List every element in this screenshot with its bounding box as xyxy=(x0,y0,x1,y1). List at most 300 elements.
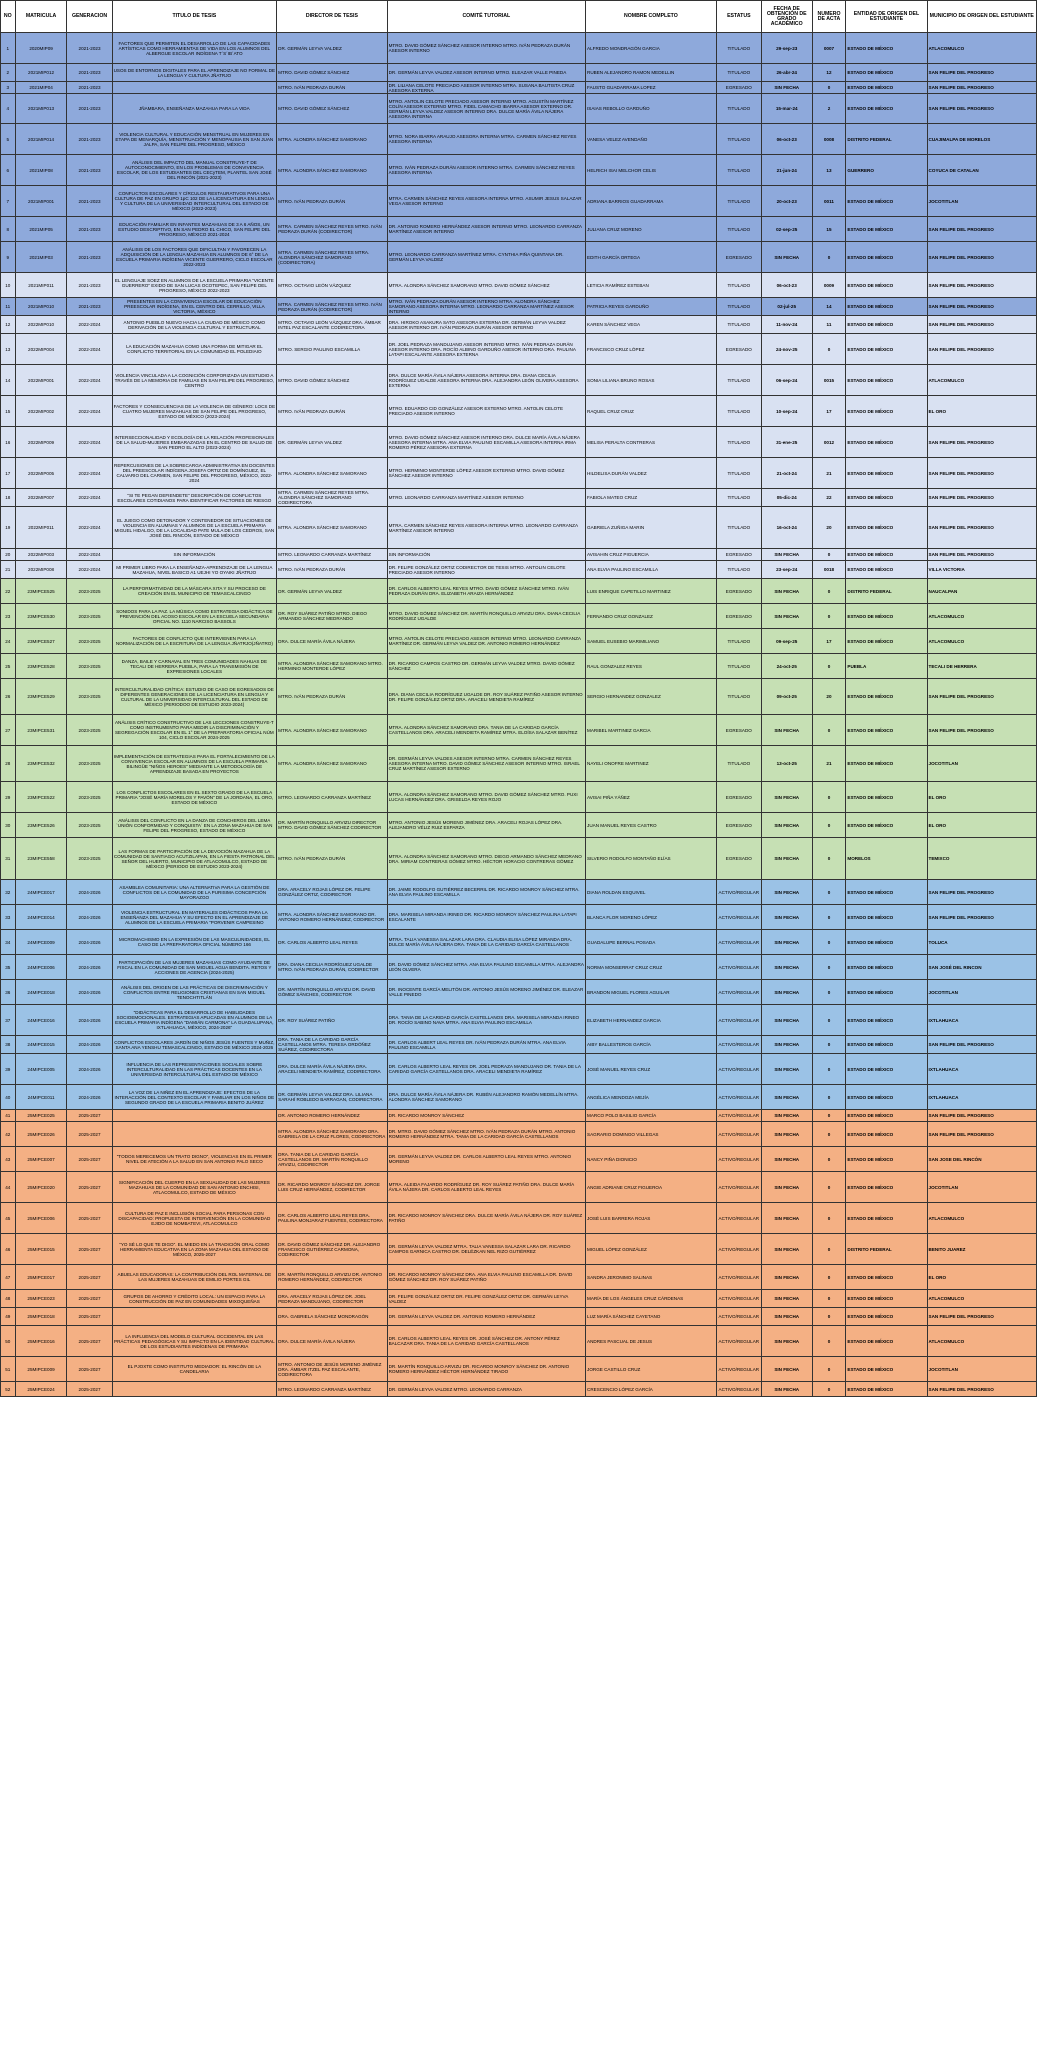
cell-matricula: 25MIPCE015 xyxy=(15,1234,67,1265)
cell-no: 13 xyxy=(1,334,16,365)
cell-no: 44 xyxy=(1,1172,16,1203)
cell-comite: DRA. DULCE MARÍA ÁVILA NÁJERA ASESORA INTERNA DRA. DIANA CECILIA RODRÍGUEZ UGALDE ASESORA INTERNA DRA. ALEJANDRA LEÓN OLIVERA ASESORA EXTERNA xyxy=(387,365,585,396)
cell-no: 51 xyxy=(1,1357,16,1382)
cell-nombre: LUZ MARÍA SÁNCHEZ CAYETANO xyxy=(586,1308,717,1326)
cell-fecha: 16-oct-24 xyxy=(761,507,812,549)
cell-titulo: "DIDÁCTICAS PARA EL DESARROLLO DE HABILIDADES SOCIOEMOCIONALES. ESTRATEGIAS APLICADAS EN ALUMNOS DE LA ESCUELA PRIMARIA INDÍGENA "DAMIÁN CARMONA" LA GUADALUPANA, IXTLAHUACA, MÉXICO, 2024-2026" xyxy=(112,1005,277,1036)
cell-municipio: SAN FELIPE DEL PROGRESO xyxy=(927,458,1036,489)
cell-generacion: 2021-2023 xyxy=(67,155,112,186)
cell-municipio: SAN FELIPE DEL PROGRESO xyxy=(927,905,1036,930)
cell-no: 4 xyxy=(1,94,16,124)
cell-titulo: VIOLENCIA VINCULADA A LA COGNICIÓN CORPORIZADA UN ESTUDIO A TRAVÉS DE LA MEMORIA DE FAMILIAS EN SAN FELIPE DEL PROGRESO, CENTRO xyxy=(112,365,277,396)
cell-comite: DR. JOEL PEDRAZA MANDUJANO ASESOR INTERNO MTRO. IVÁN PEDRAZA DURÁN ASESOR INTERNO DRA. ROCÍO ALBINO GARDUÑO ASESOR INTERNO DRA. PAULINA LATAPI ESCALANTE ASESORA EXTERNA xyxy=(387,334,585,365)
cell-matricula: 25MIPCE025 xyxy=(15,1110,67,1122)
cell-generacion: 2023-2025 xyxy=(67,629,112,654)
cell-titulo: VIOLENCIA ESTRUCTURAL EN MATERIALES DIDÁCTICOS PARA LA ENSEÑANZA DEL MAZAHUA Y SU EFECTO EN EL APRENDIZAJE DE ALUMNOS DE LA ESCUELA PRIMARIA "PORVENIR CAMPESINO xyxy=(112,905,277,930)
cell-generacion: 2023-2025 xyxy=(67,838,112,880)
cell-acta: 13 xyxy=(812,155,846,186)
cell-director: MTRO. OCTAVIO LEÓN VÁZQUEZ DRA. ÁMBAR INTEL PAZ ESCALANTE CODIRECTORA xyxy=(277,316,387,334)
cell-titulo: EDUCACIÓN FAMILIAR EN INFANTES MAZAHUAS DE 3 A 6 AÑOS, UN ESTUDIO DESCRIPTIVO, EN SAN PEDRO EL CHICO, SAN FELIPE DEL PROGRESO, MÉXICO 2021-2024 xyxy=(112,217,277,242)
cell-municipio: SAN FELIPE DEL PROGRESO xyxy=(927,1122,1036,1147)
cell-no: 5 xyxy=(1,124,16,155)
cell-municipio: EL ORO xyxy=(927,813,1036,838)
table-row xyxy=(1,365,1037,396)
cell-matricula: 2022MIP003 xyxy=(15,549,67,561)
cell-titulo: FACTORES DE CONFLICTO QUE INTERVIENEN PARA LA NORMALIZACIÓN DE LA ESCRITURA DE LA LENGUA JÑATRJO(JÑATRO) xyxy=(112,629,277,654)
cell-no: 1 xyxy=(1,33,16,64)
cell-entidad: ESTADO DE MÉXICO xyxy=(846,1265,927,1290)
cell-no: 28 xyxy=(1,746,16,782)
cell-nombre: JULIANA CRUZ MORENO xyxy=(586,217,717,242)
table-row xyxy=(1,1110,1037,1122)
cell-matricula: 25MIPCE017 xyxy=(15,1265,67,1290)
cell-nombre: DIANA ROLDAN ESQUIVEL xyxy=(586,880,717,905)
cell-municipio: VILLA VICTORIA xyxy=(927,561,1036,579)
cell-nombre: EDITH GARCÍA ORTEGA xyxy=(586,242,717,273)
cell-acta: 0 xyxy=(812,930,846,955)
cell-entidad: ESTADO DE MÉXICO xyxy=(846,1308,927,1326)
cell-no: 43 xyxy=(1,1147,16,1172)
cell-matricula: 2021MIP012 xyxy=(15,64,67,82)
cell-director: DRA. DULCE MARÍA ÁVILA NÁJERA xyxy=(277,629,387,654)
cell-director: MTRO. LEONARDO CARRANZA MARTÍNEZ xyxy=(277,1382,387,1397)
cell-generacion: 2022-2024 xyxy=(67,458,112,489)
cell-director: MTRA. ALONDRA SÁNCHEZ SAMORANO xyxy=(277,507,387,549)
cell-estatus: TITULADO xyxy=(716,489,761,507)
cell-entidad: ESTADO DE MÉXICO xyxy=(846,489,927,507)
cell-fecha: SIN FECHA xyxy=(761,1234,812,1265)
cell-generacion: 2024-2026 xyxy=(67,930,112,955)
cell-fecha: SIN FECHA xyxy=(761,930,812,955)
cell-acta: 14 xyxy=(812,298,846,316)
cell-municipio: SAN FELIPE DEL PROGRESO xyxy=(927,273,1036,298)
cell-comite: MTRO. DAVID GÓMEZ SÁNCHEZ ASESOR INTERNO MTRO. IVÁN PEDRAZA DURÁN ASESOR INTERNO xyxy=(387,33,585,64)
col-header-comite: COMITÉ TUTORIAL xyxy=(387,1,585,33)
cell-acta: 2 xyxy=(812,94,846,124)
cell-matricula: 24MIPCE014 xyxy=(15,905,67,930)
table-row xyxy=(1,1308,1037,1326)
cell-fecha: 02-sep-25 xyxy=(761,217,812,242)
cell-nombre: JOSÉ MANUEL REYES CRUZ xyxy=(586,1054,717,1085)
cell-municipio: SAN FELIPE DEL PROGRESO xyxy=(927,82,1036,94)
col-header-acta: NUMERO DE ACTA xyxy=(812,1,846,33)
cell-comite: SIN INFORMACIÓN xyxy=(387,549,585,561)
cell-generacion: 2022-2024 xyxy=(67,365,112,396)
cell-comite: MTRO. IVÁN PEDRAZA DURÁN ASESOR INTERNO MTRA. ALONDRA SÁNCHEZ SAMORANO ASESORA INTERNA MTRO. LEONARDO CARRANZA MARTÍNEZ ASESOR INTERNO xyxy=(387,298,585,316)
cell-estatus: TITULADO xyxy=(716,33,761,64)
cell-matricula: 25MIPCE016 xyxy=(15,1326,67,1357)
cell-matricula: 2022MIP001 xyxy=(15,365,67,396)
cell-director: DR. GERMÁN LEYVA VALDEZ xyxy=(277,427,387,458)
cell-matricula: 24MIPCE005 xyxy=(15,1054,67,1085)
cell-generacion: 2021-2023 xyxy=(67,64,112,82)
cell-fecha: SIN FECHA xyxy=(761,1357,812,1382)
cell-director: MTRO. IVÁN PEDRAZA DURÁN xyxy=(277,679,387,715)
cell-titulo: SIGNIFICACIÓN DEL CUERPO EN LA SEXUALIDAD DE LAS MUJERES MAZAHUAS DE LA COMUNIDAD DE SAN ANTONIO ENCHISI, ATLACOMULCO, ESTADO DE MÉXICO xyxy=(112,1172,277,1203)
cell-nombre: HELRICH ISAI MELCHOR CELIS xyxy=(586,155,717,186)
cell-titulo: VIOLENCIA CULTURAL Y EDUCACIÓN MENSTRUAL EN MUJERES EN ETAPA DE MENARQUÍA, MENSTRUACIÓN Y MENOPAUSIA EN SAN JUAN JALPA, SAN FELIPE DEL PROGRESO, MÉXICO xyxy=(112,124,277,155)
cell-generacion: 2021-2023 xyxy=(67,298,112,316)
cell-titulo: EL PJOXTE COMO INSTITUTO MEDIADOR: EL RINCÓN DE LA CANDELARIA xyxy=(112,1357,277,1382)
cell-generacion: 2023-2025 xyxy=(67,654,112,679)
cell-titulo xyxy=(112,1308,277,1326)
cell-generacion: 2021-2023 xyxy=(67,124,112,155)
table-row xyxy=(1,880,1037,905)
cell-municipio: EL ORO xyxy=(927,782,1036,813)
cell-estatus: ACTIVO/REGULAR xyxy=(716,1234,761,1265)
cell-estatus: EGRESADO xyxy=(716,549,761,561)
cell-nombre: RUBEN ALEJANDRO RAMON MEDELLIN xyxy=(586,64,717,82)
cell-comite: DR. GERMÁN LEYVA VALDEZ MTRA. TALIA VANESSA SALAZAR LARA DR. RICARDO CAMPOS GARNICA CASTRO DR. DELÉZKAN NEL RIZO GUTIÉRREZ xyxy=(387,1234,585,1265)
cell-nombre: SILVERIO RODOLFO MONTAÑO ELÍAS xyxy=(586,838,717,880)
cell-fecha: 05-dic-24 xyxy=(761,489,812,507)
cell-director: MTRO. DAVID GÓMEZ SÁNCHEZ xyxy=(277,64,387,82)
cell-acta: 12 xyxy=(812,64,846,82)
cell-fecha: SIN FECHA xyxy=(761,1265,812,1290)
table-row xyxy=(1,679,1037,715)
cell-titulo: MICROMACHISMO EN LA EXPRESIÓN DE LAS MASCULINIDADES, EL CASO DE LA PREPARATORIA OFICIAL NÚMERO 166 xyxy=(112,930,277,955)
cell-no: 45 xyxy=(1,1203,16,1234)
cell-entidad: ESTADO DE MÉXICO xyxy=(846,782,927,813)
cell-estatus: ACTIVO/REGULAR xyxy=(716,1036,761,1054)
cell-acta: 20 xyxy=(812,507,846,549)
cell-generacion: 2025-2027 xyxy=(67,1203,112,1234)
cell-fecha: 13-oct-25 xyxy=(761,746,812,782)
cell-matricula: 2022MIP004 xyxy=(15,334,67,365)
cell-acta: 0 xyxy=(812,813,846,838)
cell-estatus: ACTIVO/REGULAR xyxy=(716,930,761,955)
cell-comite: MTRA. ALEIDA FAJARDO RODRÍGUEZ DR. ROY SUÁREZ PATIÑO DRA. DULCE MARÍA ÁVILA NÁJERA DR. CARLOS ALBERTO LEAL REYES xyxy=(387,1172,585,1203)
cell-comite: MTRO. EDUARDO CID GONZÁLEZ ASESOR EXTERNO MTRO. ANTOLIN CELOTE PRECIADO ASESOR INTERNO xyxy=(387,396,585,427)
cell-nombre: FERNANDO CRUZ GONZALEZ xyxy=(586,604,717,629)
cell-matricula: 2021MIP03 xyxy=(15,242,67,273)
cell-director: MTRO. IVÁN PEDRAZA DURÁN xyxy=(277,82,387,94)
cell-entidad: ESTADO DE MÉXICO xyxy=(846,273,927,298)
cell-comite: DR. JAIME RODOLFO GUTIÉRREZ BECERRIL DR. RICARDO MONROY SÁNCHEZ MTRA. ANA ELVIA PAULINO ESCAMILLA xyxy=(387,880,585,905)
cell-estatus: ACTIVO/REGULAR xyxy=(716,1005,761,1036)
cell-director: MTRO. ANTONIO DE JESÚS MORENO JIMÉNEZ DRA. ÁMBAR ITZEL PAZ ESCALANTE, CODIRECTORA xyxy=(277,1357,387,1382)
cell-generacion: 2024-2026 xyxy=(67,955,112,980)
table-row xyxy=(1,242,1037,273)
cell-titulo: LA PERFORMATIVIDAD DE LA MÁSCARA XITA Y SU PROCESO DE CREACIÓN EN EL MUNICIPIO DE TEMASCALCINGO xyxy=(112,579,277,604)
cell-matricula: 2022MIP011 xyxy=(15,507,67,549)
cell-entidad: DISTRITO FEDERAL xyxy=(846,579,927,604)
cell-municipio: TECALI DE HERRERA xyxy=(927,654,1036,679)
col-header-titulo: TITULO DE TESIS xyxy=(112,1,277,33)
cell-entidad: ESTADO DE MÉXICO xyxy=(846,1085,927,1110)
table-row xyxy=(1,217,1037,242)
cell-acta: 0009 xyxy=(812,273,846,298)
cell-generacion: 2024-2026 xyxy=(67,1005,112,1036)
cell-generacion: 2024-2026 xyxy=(67,905,112,930)
table-row xyxy=(1,1326,1037,1357)
cell-municipio: SAN FELIPE DEL PROGRESO xyxy=(927,1308,1036,1326)
cell-matricula: 23MIPCE532 xyxy=(15,746,67,782)
cell-titulo: GRUPOS DE AHORRO Y CRÉDITO LOCAL: UN ESPACIO PARA LA CONSTRUCCIÓN DE PAZ EN COMUNIDADES MIXOQUEÑAS xyxy=(112,1290,277,1308)
cell-nombre: ANA ELVIA PAULINO ESCAMILLA xyxy=(586,561,717,579)
cell-no: 26 xyxy=(1,679,16,715)
cell-entidad: ESTADO DE MÉXICO xyxy=(846,604,927,629)
cell-nombre: GUADALUPE BERNAL POSADA xyxy=(586,930,717,955)
cell-generacion: 2024-2026 xyxy=(67,1036,112,1054)
cell-director: DR. RICARDO MONROY SÁNCHEZ DR. JORGE LUIS CRUZ HERNÁNDEZ, CODIRECTOR xyxy=(277,1172,387,1203)
cell-no: 31 xyxy=(1,838,16,880)
table-row xyxy=(1,813,1037,838)
cell-generacion: 2025-2027 xyxy=(67,1326,112,1357)
cell-acta: 0 xyxy=(812,1172,846,1203)
cell-municipio: IXTLAHUACA xyxy=(927,1085,1036,1110)
cell-nombre: ISAIAS REBOLLO GARDUÑO xyxy=(586,94,717,124)
cell-matricula: 2022MIP002 xyxy=(15,396,67,427)
cell-acta: 0008 xyxy=(812,124,846,155)
cell-director: MTRO. IVÁN PEDRAZA DURÁN xyxy=(277,561,387,579)
cell-no: 50 xyxy=(1,1326,16,1357)
cell-municipio: IXTLAHUACA xyxy=(927,1054,1036,1085)
cell-nombre: MIGUEL LÓPEZ GONZÁLEZ xyxy=(586,1234,717,1265)
cell-entidad: ESTADO DE MÉXICO xyxy=(846,980,927,1005)
cell-estatus: ACTIVO/REGULAR xyxy=(716,1308,761,1326)
cell-entidad: DISTRITO FEDERAL xyxy=(846,124,927,155)
cell-generacion: 2022-2024 xyxy=(67,334,112,365)
cell-acta: 0 xyxy=(812,1085,846,1110)
cell-municipio: SAN FELIPE DEL PROGRESO xyxy=(927,549,1036,561)
cell-director: MTRO. LEONARDO CARRANZA MARTÍNEZ xyxy=(277,549,387,561)
cell-matricula: 24MIPCE011 xyxy=(15,1085,67,1110)
cell-no: 22 xyxy=(1,579,16,604)
cell-nombre: JUAN MANUEL REYES CASTRO xyxy=(586,813,717,838)
cell-acta: 0 xyxy=(812,1326,846,1357)
cell-fecha: SIN FECHA xyxy=(761,579,812,604)
cell-comite: DR. GERMÁN LEYVA VALDEZ DR. ANTONIO ROMERO HERNÁNDEZ xyxy=(387,1308,585,1326)
cell-entidad: ESTADO DE MÉXICO xyxy=(846,561,927,579)
cell-acta: 0 xyxy=(812,242,846,273)
cell-estatus: TITULADO xyxy=(716,427,761,458)
cell-fecha: 11-nov-24 xyxy=(761,316,812,334)
cell-acta: 0 xyxy=(812,1382,846,1397)
cell-entidad: ESTADO DE MÉXICO xyxy=(846,507,927,549)
cell-titulo: INFLUENCIA DE LAS REPRESENTACIONES SOCIALES SOBRE INTERCULTURALIDAD EN LAS PRÁCTICAS DOCENTES EN LA UNIVERSIDAD INTERCULTURAL DEL ESTADO DE MÉXICO xyxy=(112,1054,277,1085)
cell-nombre: ANDRES PASCUAL DE JESUS xyxy=(586,1326,717,1357)
cell-entidad: MORELOS xyxy=(846,838,927,880)
table-row xyxy=(1,980,1037,1005)
cell-fecha: SIN FECHA xyxy=(761,1122,812,1147)
cell-no: 39 xyxy=(1,1054,16,1085)
cell-matricula: 23MIPCE558 xyxy=(15,838,67,880)
cell-titulo: PARTICIPACIÓN DE LAS MUJERES MAZAHUAS COMO AYUDANTE DE FISCAL EN LA COMUNIDAD DE SAN MIGUEL AGUA BENDITA. RETOS Y ACCIONES DE AGENCIA (2024-2025) xyxy=(112,955,277,980)
cell-titulo: INTERCULTURALIDAD CRÍTICA: ESTUDIO DE CASO DE EGRESADOS DE DIFERENTES GENERACIONES DE LA LICENCIATURA EN LENGUA Y CULTURAL DE LA UNIVERSIDAD INTERCULTURAL DEL ESTADO DE MÉXICO (PERIODOO DE ESTUDIO 2023-2024) xyxy=(112,679,277,715)
cell-fecha: SIN FECHA xyxy=(761,1005,812,1036)
cell-nombre: FRANCISCO CRUZ LÓPEZ xyxy=(586,334,717,365)
cell-fecha: SIN FECHA xyxy=(761,1290,812,1308)
cell-nombre: ANGIE ADRIANE CRUZ FIGUEROA xyxy=(586,1172,717,1203)
cell-fecha: SIN FECHA xyxy=(761,1326,812,1357)
cell-fecha: 06-sep-24 xyxy=(761,365,812,396)
cell-estatus: TITULADO xyxy=(716,298,761,316)
cell-acta: 0 xyxy=(812,334,846,365)
cell-entidad: PUEBLA xyxy=(846,654,927,679)
table-row xyxy=(1,458,1037,489)
cell-acta: 0 xyxy=(812,782,846,813)
cell-fecha: 29-sep-23 xyxy=(761,33,812,64)
cell-titulo: EL LENGUAJE SOEZ EN ALUMNOS DE LA ESCUELA PRIMARIA "VICENTE GUERRERO" EXIDO DE SAN LUCAS OCOTEPEC, SAN FELIPE DEL PROGRESO, MÉXICO 2022-2023 xyxy=(112,273,277,298)
cell-municipio: ATLACOMULCO xyxy=(927,365,1036,396)
cell-estatus: ACTIVO/REGULAR xyxy=(716,905,761,930)
cell-nombre: ADRIANA BARRIOS GUADARRAMA xyxy=(586,186,717,217)
cell-director: MTRA. ALONDRA SÁNCHEZ SAMORANO DRA. GABRIELA DE LA CRUZ FLORES, CODIRECTORA xyxy=(277,1122,387,1147)
cell-matricula: 25MIPCE006 xyxy=(15,1203,67,1234)
cell-entidad: ESTADO DE MÉXICO xyxy=(846,1054,927,1085)
cell-acta: 11 xyxy=(812,316,846,334)
cell-entidad: ESTADO DE MÉXICO xyxy=(846,33,927,64)
table-row xyxy=(1,1290,1037,1308)
table-row xyxy=(1,1147,1037,1172)
cell-titulo xyxy=(112,82,277,94)
cell-matricula: 24MIPCE006 xyxy=(15,955,67,980)
cell-municipio: ATLACOMULCO xyxy=(927,604,1036,629)
table-row xyxy=(1,746,1037,782)
cell-generacion: 2023-2025 xyxy=(67,782,112,813)
cell-comite: DR. CARLOS ALBERT LEAL REYES DR. IVÁN PEDRAZA DURÁN MTRA. ANA ELVIA PAULINO ESCAMILLA xyxy=(387,1036,585,1054)
cell-titulo: FACTORES Y CONSECUENCIAS DE LA VIOLENCIA DE GÉNERO: LOCS DE CUATRO MUJERES MAZAHUAS DE SAN FELIPE DEL PROGRESO, ESTADO DE MÉXICO (2023-2024) xyxy=(112,396,277,427)
cell-comite: DR. GERMÁN LEYVA VALDEZ DR. CARLOS ALBERTO LEAL REYES MTRO. ANTONIO MORENO xyxy=(387,1147,585,1172)
cell-nombre: AVISAHIN CRUZ PIGUERCIA xyxy=(586,549,717,561)
cell-acta: 0 xyxy=(812,1054,846,1085)
cell-matricula: 23MIPCE522 xyxy=(15,782,67,813)
cell-estatus: ACTIVO/REGULAR xyxy=(716,880,761,905)
cell-comite: DRA. HIROKO ASAKURA SATO ASESORA EXTERNA DR. GERMÁN LEYVA VALDEZ ASESOR INTERNO DR. IVÁN PEDRAZA DURÁN ASESOR INTERNO xyxy=(387,316,585,334)
cell-no: 29 xyxy=(1,782,16,813)
cell-comite: MTRO. IVÁN PEDRAZA DURÁN ASESOR INTERNO MTRA. CARMEN SÁNCHEZ REYES ASESORA INTERNA xyxy=(387,155,585,186)
cell-titulo: ASAMBLEA COMUNITARIA: UNA ALTERNATIVA PARA LA GESTIÓN DE CONFLICTOS DE LA COMUNIDAD DE LA PURISIMA CONCEPCIÓN MAYORAZGO xyxy=(112,880,277,905)
cell-titulo: ABUELAS EDUCADORAS: LA CONTRIBUCIÓN DEL ROL MATERNAL DE LAS MUJERES MAZAHUAS DE EMILIO PORTES GIL xyxy=(112,1265,277,1290)
cell-no: 36 xyxy=(1,980,16,1005)
cell-no: 8 xyxy=(1,217,16,242)
cell-matricula: 23MIPCE528 xyxy=(15,654,67,679)
cell-fecha: 23-sep-24 xyxy=(761,561,812,579)
cell-titulo: ANÁLISIS DEL CONFLICTO EN LA DANZA DE CONCHEROS DEL LEMA `UNIÓN CONFORMIDAD Y CONQUISTA´ EN LA ZONA MAZAHUA DE SAN FELIPE DEL PROGRESO, ESTADO DE MÉXICO xyxy=(112,813,277,838)
cell-generacion: 2021-2023 xyxy=(67,82,112,94)
cell-titulo: SIN INFORMACIÓN xyxy=(112,549,277,561)
table-row xyxy=(1,782,1037,813)
col-header-nombre: NOMBRE COMPLETO xyxy=(586,1,717,33)
cell-titulo: CULTURA DE PAZ E INCLUSIÓN SOCIAL PARA PERSONAS CON DISCAPACIDAD: PROPUESTA DE INTERVENCIÓN EN LA COMUNIDAD EJIDO DE NOMBATEVI, ATLACOMULCO xyxy=(112,1203,277,1234)
cell-fecha: SIN FECHA xyxy=(761,980,812,1005)
cell-comite: DR. RICARDO MONROY SÁNCHEZ DRA. ANA ELVIA PAULINO ESCAMILLA DR. DAVID GÓMEZ SÁNCHEZ DR. ROY SUÁREZ PATIÑO xyxy=(387,1265,585,1290)
cell-entidad: ESTADO DE MÉXICO xyxy=(846,629,927,654)
cell-acta: 0 xyxy=(812,1036,846,1054)
cell-estatus: EGRESADO xyxy=(716,813,761,838)
cell-generacion: 2021-2023 xyxy=(67,217,112,242)
cell-matricula: 23MIPCE529 xyxy=(15,679,67,715)
cell-matricula: 2021MIP014 xyxy=(15,124,67,155)
cell-fecha: SIN FECHA xyxy=(761,604,812,629)
cell-estatus: TITULADO xyxy=(716,679,761,715)
cell-matricula: 25MIPCE026 xyxy=(15,1122,67,1147)
cell-director: MTRA. ALONDRA SÁNCHEZ SAMORANO xyxy=(277,458,387,489)
cell-estatus: TITULADO xyxy=(716,654,761,679)
cell-comite: DR. RICARDO MONROY SÁNCHEZ xyxy=(387,1110,585,1122)
cell-estatus: ACTIVO/REGULAR xyxy=(716,1172,761,1203)
table-row xyxy=(1,561,1037,579)
cell-nombre: MARCO POLO BASILIO GARCÍA xyxy=(586,1110,717,1122)
cell-entidad: ESTADO DE MÉXICO xyxy=(846,1036,927,1054)
cell-municipio: SAN FELIPE DEL PROGRESO xyxy=(927,334,1036,365)
cell-titulo: DANZA, BAILE Y CARNAVAL EN TRES COMUNIDADES NAHUAS DE TECALI DE HERRERA PUEBLA, PARA LA TRANSMISIÓN DE EXPRESIONES LOCALES xyxy=(112,654,277,679)
cell-estatus: ACTIVO/REGULAR xyxy=(716,980,761,1005)
cell-no: 24 xyxy=(1,629,16,654)
cell-comite: MTRO. ANTOLIN CELOTE PRECIADO ASESOR INTERNO MTRO. LEONARDO CARRANZA MARTÍNEZ DR. GERMÁN LEYVA VALDEZ DR. ANTONIO ROMERO HERNÁNDEZ xyxy=(387,629,585,654)
cell-generacion: 2022-2024 xyxy=(67,561,112,579)
cell-comite: DR. CARLOS ALBERTO LEAL REYES DR. JOSÉ SÁNCHEZ DR. ANTONY PÉREZ BALCAZAR DRA. TANIA DE LA CARIDAD GARCÍA CASTELLANOS xyxy=(387,1326,585,1357)
cell-entidad: ESTADO DE MÉXICO xyxy=(846,82,927,94)
cell-generacion: 2021-2023 xyxy=(67,94,112,124)
cell-generacion: 2022-2024 xyxy=(67,549,112,561)
cell-titulo: ANÁLISIS CRÍTICO CONSTRUCTIVO DE LAS LECCIONES CONSTRUYE-T COMO INSTRUMENTO PARA MEDIR LA DISCRIMINACIÓN Y SEGREGACIÓN ESCOLAR EN EL 1° DE LA PREPARATORIA OFICIAL NÚM 104, CICLO ESCOLAR 2024-2025 xyxy=(112,715,277,746)
cell-no: 49 xyxy=(1,1308,16,1326)
cell-comite: MTRA. ALONDRA SÁNCHEZ SAMORANO DRA. TANIA DE LA CARIDAD GARCÍA CASTELLANOS DRA. ARACELI MENDIETA RAMÍREZ MTRA. ELOÍSA SALAZAR BENÍTEZ xyxy=(387,715,585,746)
cell-municipio: SAN FELIPE DEL PROGRESO xyxy=(927,217,1036,242)
cell-nombre: CRESCENCIO LÓPEZ GARCÍA xyxy=(586,1382,717,1397)
cell-estatus: TITULADO xyxy=(716,124,761,155)
cell-municipio: SAN FELIPE DEL PROGRESO xyxy=(927,1110,1036,1122)
cell-entidad: ESTADO DE MÉXICO xyxy=(846,1382,927,1397)
cell-nombre: SERGIO HERNANDEZ GONZALEZ xyxy=(586,679,717,715)
cell-director: DR. MARTÍN RONQUILLO ARVIZU DIRECTOR MTRO. DAVID GÓMEZ SÁNCHEZ CODIRECTOR xyxy=(277,813,387,838)
cell-acta: 0 xyxy=(812,82,846,94)
cell-matricula: 24MIPCE016 xyxy=(15,1005,67,1036)
cell-director: DR. ANTONIO ROMERO HERNÁNDEZ xyxy=(277,1110,387,1122)
cell-fecha: 09-sep-25 xyxy=(761,629,812,654)
cell-matricula: 23MIPCE531 xyxy=(15,715,67,746)
header-row xyxy=(1,1,1037,33)
cell-entidad: ESTADO DE MÉXICO xyxy=(846,94,927,124)
cell-entidad: ESTADO DE MÉXICO xyxy=(846,1326,927,1357)
table-row xyxy=(1,1265,1037,1290)
cell-no: 10 xyxy=(1,273,16,298)
cell-entidad: ESTADO DE MÉXICO xyxy=(846,334,927,365)
cell-matricula: 2021MIP011 xyxy=(15,273,67,298)
cell-acta: 21 xyxy=(812,746,846,782)
cell-comite: DR. FELIPE GONZÁLEZ ORTIZ DR. FELIPE GONZÁLEZ ORTIZ DR. GERMÁN LEYVA VALDEZ xyxy=(387,1290,585,1308)
cell-estatus: ACTIVO/REGULAR xyxy=(716,1110,761,1122)
cell-comite: DR. GERMÁN LEYVA VALDES ASESOR INTERNO MTRA. CARMEN SÁNCHEZ REYES ASESORA INTERNA MTRO. DAVID GÓMEZ SÁNCHEZ ASESOR INTERNO MTRO. ISRAEL CRUZ MARTÍNEZ ASESOR EXTERNO xyxy=(387,746,585,782)
cell-titulo xyxy=(112,1110,277,1122)
cell-titulo: LOS CONFLICTOS ESCOLARES EN EL SEXTO GRADO DE LA ESCUELA PRIMARIA "JOSÉ MARÍA MORELOS Y PAVÓN" DE LA JORDANA, EL ORO, ESTADO DE MÉXICO xyxy=(112,782,277,813)
cell-titulo: MI PRIMER LIBRO PARA LA ENSEÑANZA-APRENDIZAJE DE LA LENGUA MAZAHUA, NIVEL BASICO A1 UEJHI YO OYAIKI JÑATRJO xyxy=(112,561,277,579)
cell-generacion: 2025-2027 xyxy=(67,1357,112,1382)
cell-acta: 0 xyxy=(812,880,846,905)
cell-municipio: NAUCALPAN xyxy=(927,579,1036,604)
cell-estatus: EGRESADO xyxy=(716,715,761,746)
cell-comite: DRA. DULCE MARÍA ÁVILA NÁJERA DR. RUBÉN ALEJANDRO RAMÓN MEDELLÍN MTRA. ALONDRA SÁNCHEZ SAMORANO xyxy=(387,1085,585,1110)
cell-estatus: EGRESADO xyxy=(716,579,761,604)
cell-comite: MTRO. HERMINIO MONTERDE LÓPEZ ASESOR EXTERNO MTRO. DAVID GÓMEZ SÁNCHEZ ASESOR INTERNO xyxy=(387,458,585,489)
cell-entidad: ESTADO DE MÉXICO xyxy=(846,427,927,458)
cell-matricula: 24MIPCE018 xyxy=(15,980,67,1005)
cell-acta: 0 xyxy=(812,715,846,746)
cell-fecha: SIN FECHA xyxy=(761,838,812,880)
cell-nombre: SANDRA JERONIMO SALINAS xyxy=(586,1265,717,1290)
cell-titulo: LA VOZ DE LA NIÑEZ EN EL APRENDIZAJE: EFECTOS DE LA INTERACCIÓN DEL CONTEXTO ESCOLAR Y FAMILIAR EN LOS NIÑOS DE SEGUNDO GRADO DE LA ESCUELA PRIMARIA BENITO JUÁREZ xyxy=(112,1085,277,1110)
cell-generacion: 2021-2023 xyxy=(67,186,112,217)
cell-entidad: ESTADO DE MÉXICO xyxy=(846,905,927,930)
table-row xyxy=(1,905,1037,930)
cell-director: DR. ROY SUÁREZ PATIÑO xyxy=(277,1005,387,1036)
cell-no: 46 xyxy=(1,1234,16,1265)
cell-no: 35 xyxy=(1,955,16,980)
cell-municipio: SAN FELIPE DEL PROGRESO xyxy=(927,1382,1036,1397)
cell-no: 15 xyxy=(1,396,16,427)
